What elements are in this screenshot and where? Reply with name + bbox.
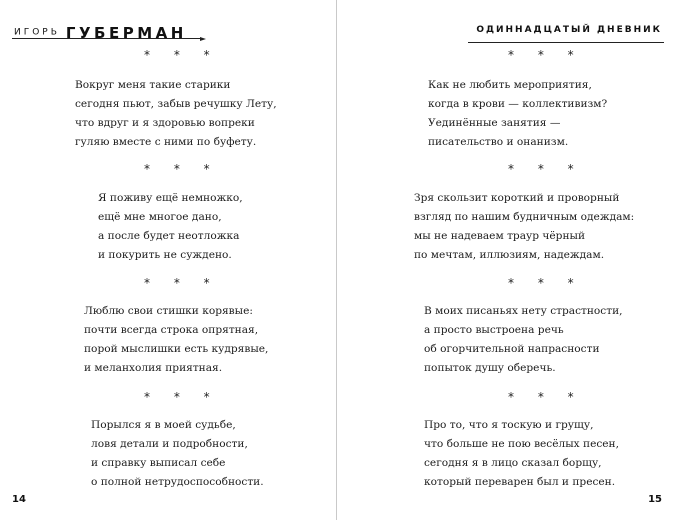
stanza-separator: * * * [508, 162, 584, 176]
header-rule [468, 42, 664, 43]
author-last-name: ГУБЕРМАН [65, 23, 187, 42]
poem-line: сегодня я в лицо сказал борщу, [424, 457, 602, 469]
poem-line: почти всегда строка опрятная, [84, 324, 259, 336]
poem [424, 302, 623, 378]
poem-line: о полной нетрудоспособности. [91, 476, 264, 488]
stanza-separator: * * * [144, 276, 220, 290]
poem-line: ловя детали и подробности, [91, 438, 248, 450]
poem-line: взгляд по нашим будничным одеждам: [414, 211, 635, 223]
poem-line: что больше не пою весёлых песен, [424, 438, 619, 450]
poem-line: по мечтам, иллюзиям, надеждам. [414, 249, 605, 261]
poem [414, 189, 634, 265]
book-spine [336, 0, 337, 520]
poem-line: писательство и онанизм. [428, 136, 569, 148]
stanza-separator: * * * [508, 390, 584, 404]
poem-line: и справку выписал себе [91, 457, 226, 469]
poem-line: Вокруг меня такие старики [75, 79, 231, 91]
poem-line: мы не надеваем траур чёрный [414, 230, 586, 242]
poem [75, 76, 277, 152]
poem-line: Люблю свои стишки корявые: [84, 305, 253, 317]
poem [424, 416, 619, 492]
poem-line: порой мыслишки есть кудрявые, [84, 343, 269, 355]
poem-line: гуляю вместе с ними по буфету. [75, 136, 257, 148]
stanza-separator: * * * [508, 48, 584, 62]
stanza-separator: * * * [144, 390, 220, 404]
poem-line: Зря скользит короткий и проворный [414, 192, 620, 204]
poem-line: ещё мне многое дано, [98, 211, 222, 223]
poem-line: что вдруг и я здоровью вопреки [75, 117, 255, 129]
poem-line: а после будет неотложка [98, 230, 240, 242]
right-page [338, 0, 674, 520]
poem [98, 189, 243, 265]
poem-line: и меланхолия приятная. [84, 362, 223, 374]
poem-line: Я поживу ещё немножко, [98, 192, 243, 204]
poem-line: когда в крови — коллективизм? [428, 98, 608, 110]
author-first-name: ИГОРЬ [14, 27, 60, 38]
page-number: 15 [648, 494, 662, 505]
poem-line: Как не любить мероприятия, [428, 79, 592, 91]
poem [91, 416, 264, 492]
stanza-separator: * * * [144, 162, 220, 176]
poem-line: В моих писаньях нету страстности, [424, 305, 623, 317]
page-number: 14 [12, 494, 26, 505]
poem [428, 76, 607, 152]
left-page [0, 0, 336, 520]
poem-line: Порылся я в моей судьбе, [91, 419, 236, 431]
stanza-separator: * * * [508, 276, 584, 290]
poem [84, 302, 268, 378]
poem-line: Уединённые занятия — [428, 117, 561, 129]
running-head-title: ОДИННАДЦАТЫЙ ДНЕВНИК [476, 25, 662, 35]
poem-line: который переварен был и пресен. [424, 476, 616, 488]
poem-line: а просто выстроена речь [424, 324, 564, 336]
poem-line: и покурить не суждено. [98, 249, 232, 261]
stanza-separator: * * * [144, 48, 220, 62]
poem-line: об огорчительной напрасности [424, 343, 600, 355]
header-rule [12, 38, 202, 39]
poem-line: сегодня пьют, забыв речушку Лету, [75, 98, 277, 110]
poem-line: попыток душу оберечь. [424, 362, 556, 374]
poem-line: Про то, что я тоскую и грущу, [424, 419, 594, 431]
